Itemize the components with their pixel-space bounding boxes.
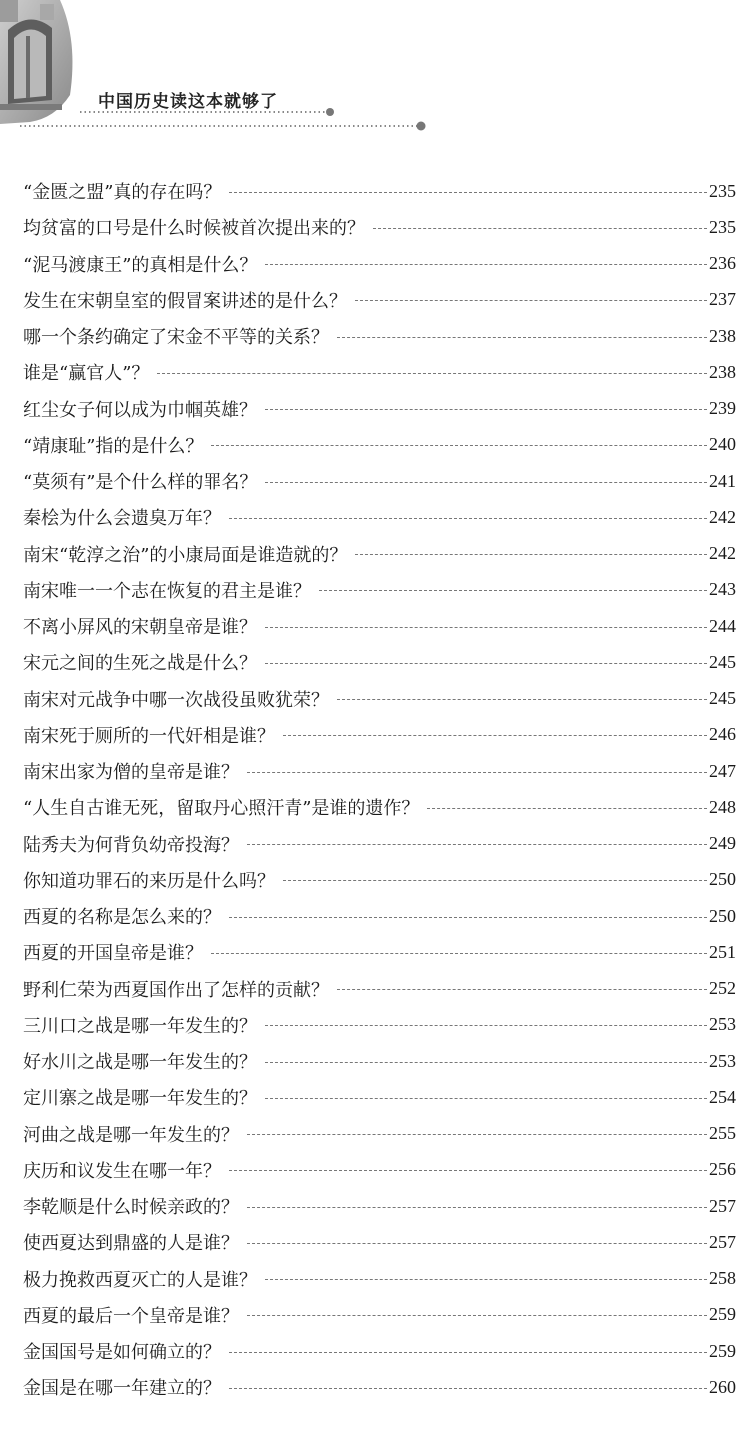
toc-entry-page-number: 235 bbox=[709, 216, 736, 237]
table-of-contents bbox=[23, 173, 736, 1406]
toc-entry-page-number: 254 bbox=[709, 1086, 736, 1107]
toc-entry[interactable] bbox=[23, 717, 736, 753]
toc-entry-title: 南宋唯一一个志在恢复的君主是谁？ bbox=[23, 580, 311, 602]
toc-entry[interactable] bbox=[23, 246, 736, 282]
toc-entry-page-number: 242 bbox=[709, 506, 736, 527]
dotted-leader bbox=[211, 445, 707, 446]
toc-entry-page-number: 249 bbox=[709, 833, 736, 854]
toc-entry[interactable] bbox=[23, 391, 736, 427]
toc-entry-title: 哪一个条约确定了宋金不平等的关系？ bbox=[23, 327, 329, 349]
toc-entry[interactable] bbox=[23, 1333, 736, 1369]
toc-entry-page-number: 260 bbox=[709, 1376, 736, 1397]
dotted-leader bbox=[319, 590, 707, 591]
toc-entry[interactable] bbox=[23, 862, 736, 898]
toc-entry-title: “莫须有”是个什么样的罪名？ bbox=[23, 472, 258, 494]
toc-entry[interactable] bbox=[23, 282, 736, 318]
toc-entry[interactable] bbox=[23, 1152, 736, 1188]
dotted-leader bbox=[247, 1207, 707, 1208]
toc-entry[interactable] bbox=[23, 1043, 736, 1079]
toc-entry-title: 河曲之战是哪一年发生的？ bbox=[23, 1124, 239, 1146]
toc-entry[interactable] bbox=[23, 463, 736, 499]
toc-entry-page-number: 251 bbox=[709, 941, 736, 962]
toc-entry-title: “金匮之盟”真的存在吗？ bbox=[23, 182, 222, 204]
toc-entry-page-number: 242 bbox=[709, 543, 736, 564]
toc-entry-page-number: 240 bbox=[709, 434, 736, 455]
toc-entry-page-number: 257 bbox=[709, 1195, 736, 1216]
dotted-leader bbox=[229, 1170, 707, 1171]
toc-entry-page-number: 257 bbox=[709, 1231, 736, 1252]
toc-entry-page-number: 245 bbox=[709, 688, 736, 709]
dotted-leader bbox=[229, 917, 707, 918]
page-header bbox=[0, 0, 750, 140]
toc-entry-page-number: 253 bbox=[709, 1050, 736, 1071]
toc-entry-page-number: 247 bbox=[709, 760, 736, 781]
toc-entry-page-number: 253 bbox=[709, 1014, 736, 1035]
toc-entry-title: 使西夏达到鼎盛的人是谁？ bbox=[23, 1233, 239, 1255]
dotted-leader bbox=[265, 264, 707, 265]
toc-entry-page-number: 255 bbox=[709, 1123, 736, 1144]
dotted-leader bbox=[265, 409, 707, 410]
toc-entry[interactable] bbox=[23, 354, 736, 390]
toc-entry[interactable] bbox=[23, 209, 736, 245]
toc-entry-page-number: 250 bbox=[709, 905, 736, 926]
toc-entry-page-number: 245 bbox=[709, 651, 736, 672]
toc-entry-title: 庆历和议发生在哪一年？ bbox=[23, 1160, 221, 1182]
dotted-leader bbox=[265, 482, 707, 483]
toc-entry[interactable] bbox=[23, 173, 736, 209]
toc-entry-title: 南宋出家为僧的皇帝是谁？ bbox=[23, 762, 239, 784]
dotted-leader bbox=[337, 699, 707, 700]
dotted-leader bbox=[247, 1134, 707, 1135]
toc-entry[interactable] bbox=[23, 934, 736, 970]
dotted-leader bbox=[337, 989, 707, 990]
toc-entry-page-number: 239 bbox=[709, 398, 736, 419]
dotted-leader bbox=[427, 808, 707, 809]
dotted-leader bbox=[247, 772, 707, 773]
toc-entry[interactable] bbox=[23, 572, 736, 608]
toc-entry[interactable] bbox=[23, 1224, 736, 1260]
dotted-leader bbox=[265, 1279, 707, 1280]
dotted-leader bbox=[373, 228, 707, 229]
dotted-leader bbox=[229, 518, 707, 519]
building-arch-icon bbox=[0, 0, 440, 140]
toc-entry-title: 秦桧为什么会遗臭万年？ bbox=[23, 508, 221, 530]
dotted-leader bbox=[355, 554, 707, 555]
toc-entry-title: 定川寨之战是哪一年发生的？ bbox=[23, 1088, 257, 1110]
toc-entry[interactable] bbox=[23, 1079, 736, 1115]
dotted-leader bbox=[265, 1098, 707, 1099]
toc-entry-title: 南宋对元战争中哪一次战役虽败犹荣？ bbox=[23, 689, 329, 711]
toc-entry-page-number: 256 bbox=[709, 1159, 736, 1180]
toc-entry-title: “靖康耻”指的是什么？ bbox=[23, 435, 204, 457]
dotted-leader bbox=[157, 373, 707, 374]
toc-entry-title: 野利仁荣为西夏国作出了怎样的贡献？ bbox=[23, 979, 329, 1001]
toc-entry-title: 西夏的开国皇帝是谁？ bbox=[23, 943, 203, 965]
dotted-leader bbox=[337, 337, 707, 338]
toc-entry-title: 宋元之间的生死之战是什么？ bbox=[23, 653, 257, 675]
toc-entry-title: 金国国号是如何确立的？ bbox=[23, 1342, 221, 1364]
dotted-leader bbox=[265, 663, 707, 664]
dotted-leader bbox=[247, 844, 707, 845]
toc-entry[interactable] bbox=[23, 681, 736, 717]
toc-entry-title: “泥马渡康王”的真相是什么？ bbox=[23, 254, 258, 276]
toc-entry[interactable] bbox=[23, 826, 736, 862]
toc-entry-page-number: 252 bbox=[709, 978, 736, 999]
dotted-leader bbox=[355, 300, 707, 301]
toc-entry[interactable] bbox=[23, 318, 736, 354]
toc-entry-title: 南宋死于厕所的一代奸相是谁？ bbox=[23, 725, 275, 747]
toc-entry[interactable] bbox=[23, 499, 736, 535]
toc-entry-page-number: 258 bbox=[709, 1268, 736, 1289]
toc-entry[interactable] bbox=[23, 971, 736, 1007]
toc-entry-page-number: 259 bbox=[709, 1340, 736, 1361]
dotted-leader bbox=[229, 1388, 707, 1389]
toc-entry-title: 不离小屏风的宋朝皇帝是谁？ bbox=[23, 617, 257, 639]
toc-entry-page-number: 235 bbox=[709, 180, 736, 201]
toc-entry-page-number: 237 bbox=[709, 289, 736, 310]
toc-entry-page-number: 244 bbox=[709, 615, 736, 636]
toc-entry[interactable] bbox=[23, 753, 736, 789]
toc-entry-title: 李乾顺是什么时候亲政的？ bbox=[23, 1197, 239, 1219]
dotted-leader bbox=[265, 1062, 707, 1063]
dotted-leader bbox=[229, 192, 707, 193]
toc-entry-title: 谁是“赢官人”？ bbox=[23, 363, 150, 385]
toc-entry-page-number: 250 bbox=[709, 869, 736, 890]
dotted-leader bbox=[247, 1315, 707, 1316]
toc-entry[interactable] bbox=[23, 608, 736, 644]
toc-entry-page-number: 259 bbox=[709, 1304, 736, 1325]
toc-entry-page-number: 246 bbox=[709, 724, 736, 745]
toc-entry-title: 你知道功罪石的来历是什么吗？ bbox=[23, 870, 275, 892]
toc-entry-title: 红尘女子何以成为巾帼英雄？ bbox=[23, 399, 257, 421]
toc-entry[interactable] bbox=[23, 898, 736, 934]
toc-entry-title: 西夏的名称是怎么来的？ bbox=[23, 907, 221, 929]
toc-entry-title: 三川口之战是哪一年发生的？ bbox=[23, 1015, 257, 1037]
toc-entry[interactable] bbox=[23, 789, 736, 825]
toc-entry[interactable] bbox=[23, 1369, 736, 1405]
toc-entry-page-number: 238 bbox=[709, 325, 736, 346]
toc-entry-title: 金国是在哪一年建立的？ bbox=[23, 1378, 221, 1400]
toc-entry-title: 南宋“乾淳之治”的小康局面是谁造就的？ bbox=[23, 544, 348, 566]
toc-entry-title: 西夏的最后一个皇帝是谁？ bbox=[23, 1305, 239, 1327]
dotted-leader bbox=[265, 627, 707, 628]
toc-entry-page-number: 238 bbox=[709, 361, 736, 382]
toc-entry-page-number: 243 bbox=[709, 579, 736, 600]
dotted-leader bbox=[211, 953, 707, 954]
toc-entry[interactable] bbox=[23, 536, 736, 572]
toc-entry[interactable] bbox=[23, 644, 736, 680]
dotted-leader bbox=[283, 880, 707, 881]
toc-entry-page-number: 241 bbox=[709, 470, 736, 491]
toc-entry[interactable] bbox=[23, 1261, 736, 1297]
dotted-leader bbox=[229, 1352, 707, 1353]
toc-entry[interactable] bbox=[23, 1116, 736, 1152]
toc-entry-page-number: 248 bbox=[709, 796, 736, 817]
dotted-leader bbox=[265, 1025, 707, 1026]
toc-entry[interactable] bbox=[23, 427, 736, 463]
book-title: 中国历史读这本就够了 bbox=[98, 92, 278, 112]
toc-entry-page-number: 236 bbox=[709, 253, 736, 274]
toc-entry[interactable] bbox=[23, 1007, 736, 1043]
toc-entry-title: 发生在宋朝皇室的假冒案讲述的是什么？ bbox=[23, 290, 347, 312]
dotted-leader bbox=[283, 735, 707, 736]
dotted-leader bbox=[247, 1243, 707, 1244]
toc-entry-title: 极力挽救西夏灭亡的人是谁？ bbox=[23, 1269, 257, 1291]
toc-entry-title: 好水川之战是哪一年发生的？ bbox=[23, 1052, 257, 1074]
toc-entry[interactable] bbox=[23, 1297, 736, 1333]
toc-entry-title: “人生自古谁无死，留取丹心照汗青”是谁的遗作？ bbox=[23, 798, 420, 820]
toc-entry-title: 均贫富的口号是什么时候被首次提出来的？ bbox=[23, 218, 365, 240]
toc-entry[interactable] bbox=[23, 1188, 736, 1224]
toc-entry-title: 陆秀夫为何背负幼帝投海？ bbox=[23, 834, 239, 856]
